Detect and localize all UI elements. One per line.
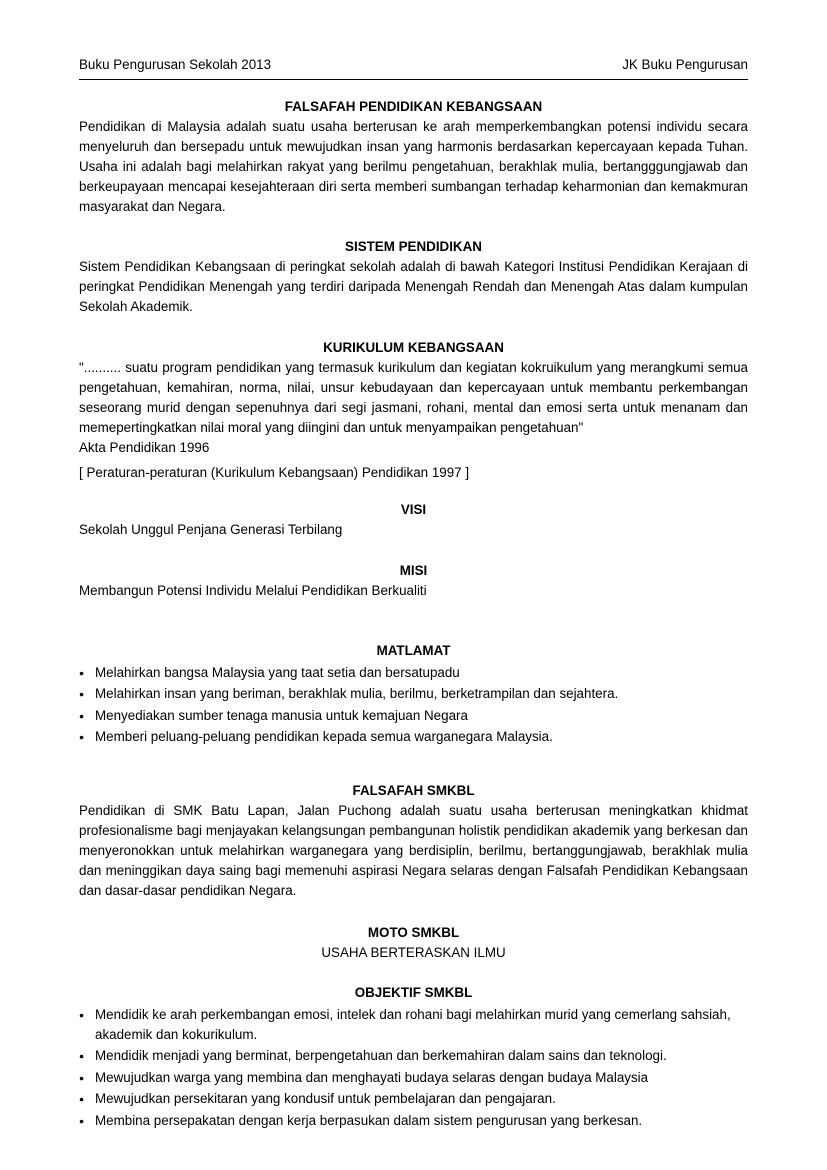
list-item [79,663,748,683]
section-sistem-pendidikan [79,237,748,317]
paragraph: Pendidikan di Malaysia adalah suatu usaha berterusan ke arah memperkembangkan potensi individu secara menyeluruh dan bersepadu untuk mewujudkan insan yang harmonis berdasarkan kepercayaan kepada Tuhan. Usaha ini adalah bagi melahirkan rakyat yang berilmu pengetahuan, berakhlak mulia, bertangggungjawab dan berkeupayaan mencapai kesejahteraan diri serta memberi sumbangan terhadap keharmonian dan kemakmuran masyarakat dan Negara. [79,119,748,214]
list-item-text: Mewujudkan persekitaran yang kondusif untuk pembelajaran dan pengajaran. [95,1091,556,1106]
paragraph: ".......... suatu program pendidikan yang termasuk kurikulum dan kegiatan kokruikulum yang merangkumi semua pengetahuan, kemahiran, norma, nilai, unsur kebudayaan dan kepercayaan untuk membantu perkembangan seseorang murid dengan sepenuhnya dari segi jasmani, rohani, mental dan emosi serta untuk menanam dan memepertingkatkan nilai moral yang diingini dan untuk menyampaikan pengetahuan" [79,360,748,435]
list-item [79,727,748,747]
section-falsafah-smkbl [79,781,748,901]
paragraph: Sistem Pendidikan Kebangsaan di peringkat sekolah adalah di bawah Kategori Institusi Pendidikan Kerajaan di peringkat Pendidikan Menengah yang terdiri daripada Menengah Rendah dan Menengah Atas dalam kumpulan Sekolah Akademik. [79,259,748,314]
list-item-text: Menyediakan sumber tenaga manusia untuk kemajuan Negara [95,707,468,723]
motto-text: USAHA BERTERASKAN ILMU [321,945,506,960]
bullet-icon: ● [79,1115,85,1126]
section-heading: MATLAMAT [376,643,451,658]
section-heading: MOTO SMKBL [367,925,460,940]
page-header [79,57,748,80]
section-heading: SISTEM PENDIDIKAN [345,239,482,254]
bullet-list-matlamat [79,663,748,748]
list-item [79,1111,748,1131]
section-falsafah-pendidikan-kebangsaan [79,97,748,217]
list-item [79,1005,748,1045]
section-heading: FALSAFAH SMKBL [352,783,475,798]
bullet-icon: ● [79,732,85,742]
section-heading: OBJEKTIF SMKBL [354,985,473,1000]
reference-line: Akta Pendidikan 1996 [79,440,210,455]
section-heading: VISI [400,502,427,517]
list-item [79,1089,748,1109]
section-misi [79,561,748,601]
header-title-left: Buku Pengurusan Sekolah 2013 [79,57,272,72]
section-visi [79,500,748,540]
bullet-icon: ● [79,689,85,699]
mission-statement: Membangun Potensi Individu Melalui Pendidikan Berkualiti [79,583,427,598]
section-moto-smkbl [79,923,748,963]
list-item-text: Melahirkan bangsa Malaysia yang taat setia dan bersatupadu [95,664,460,680]
bullet-icon: ● [79,1072,85,1083]
section-kurikulum-kebangsaan [79,338,748,483]
section-heading: KURIKULUM KEBANGSAAN [323,340,504,355]
list-item-text: Mendidik ke arah perkembangan emosi, intelek dan rohani bagi melahirkan murid yang cemerlang sahsiah, akademik dan kokurikulum. [95,1006,731,1042]
bullet-list-objektif [79,1005,748,1131]
section-objektif-smkbl [79,983,748,1131]
bullet-icon: ● [79,1009,85,1020]
bullet-icon: ● [79,710,85,721]
header-title-right: JK Buku Pengurusan [622,57,748,72]
reference-line: [ Peraturan-peraturan (Kurikulum Kebangsaan) Pendidikan 1997 ] [79,465,470,480]
bullet-icon: ● [79,667,85,678]
paragraph: Pendidikan di SMK Batu Lapan, Jalan Puchong adalah suatu usaha berterusan meningkatkan khidmat profesionalisme bagi menjayakan kelangsungan pembangunan holistik pendidikan akademik yang berkesan dan menyeronokkan untuk melahirkan warganegara yang berdisiplin, berilmu, bertanggungjawab, berakhlak mulia dan meninggikan daya saing bagi memenuhi aspirasi Negara selaras dengan Falsafah Pendidikan Kebangsaan dan dasar-dasar pendidikan Negara. [79,803,748,898]
list-item-text: Membina persepakatan dengan kerja berpasukan dalam sistem pengurusan yang berkesan. [95,1112,643,1128]
list-item [79,1068,748,1088]
list-item [79,684,748,704]
vision-statement: Sekolah Unggul Penjana Generasi Terbilang [79,522,343,537]
section-heading: FALSAFAH PENDIDIKAN KEBANGSAAN [284,99,543,114]
list-item [79,1046,748,1066]
list-item-text: Melahirkan insan yang beriman, berakhlak mulia, berilmu, berketrampilan dan sejahtera. [95,686,619,701]
list-item [79,706,748,726]
bullet-icon: ● [79,1094,85,1104]
section-heading: MISI [399,563,428,578]
section-matlamat [79,641,748,747]
list-item-text: Mendidik menjadi yang berminat, berpengetahuan dan berkemahiran dalam sains dan teknologi. [95,1048,667,1063]
list-item-text: Mewujudkan warga yang membina dan menghayati budaya selaras dengan budaya Malaysia [95,1069,649,1085]
list-item-text: Memberi peluang-peluang pendidikan kepada semua warganegara Malaysia. [95,729,553,744]
bullet-icon: ● [79,1051,85,1061]
